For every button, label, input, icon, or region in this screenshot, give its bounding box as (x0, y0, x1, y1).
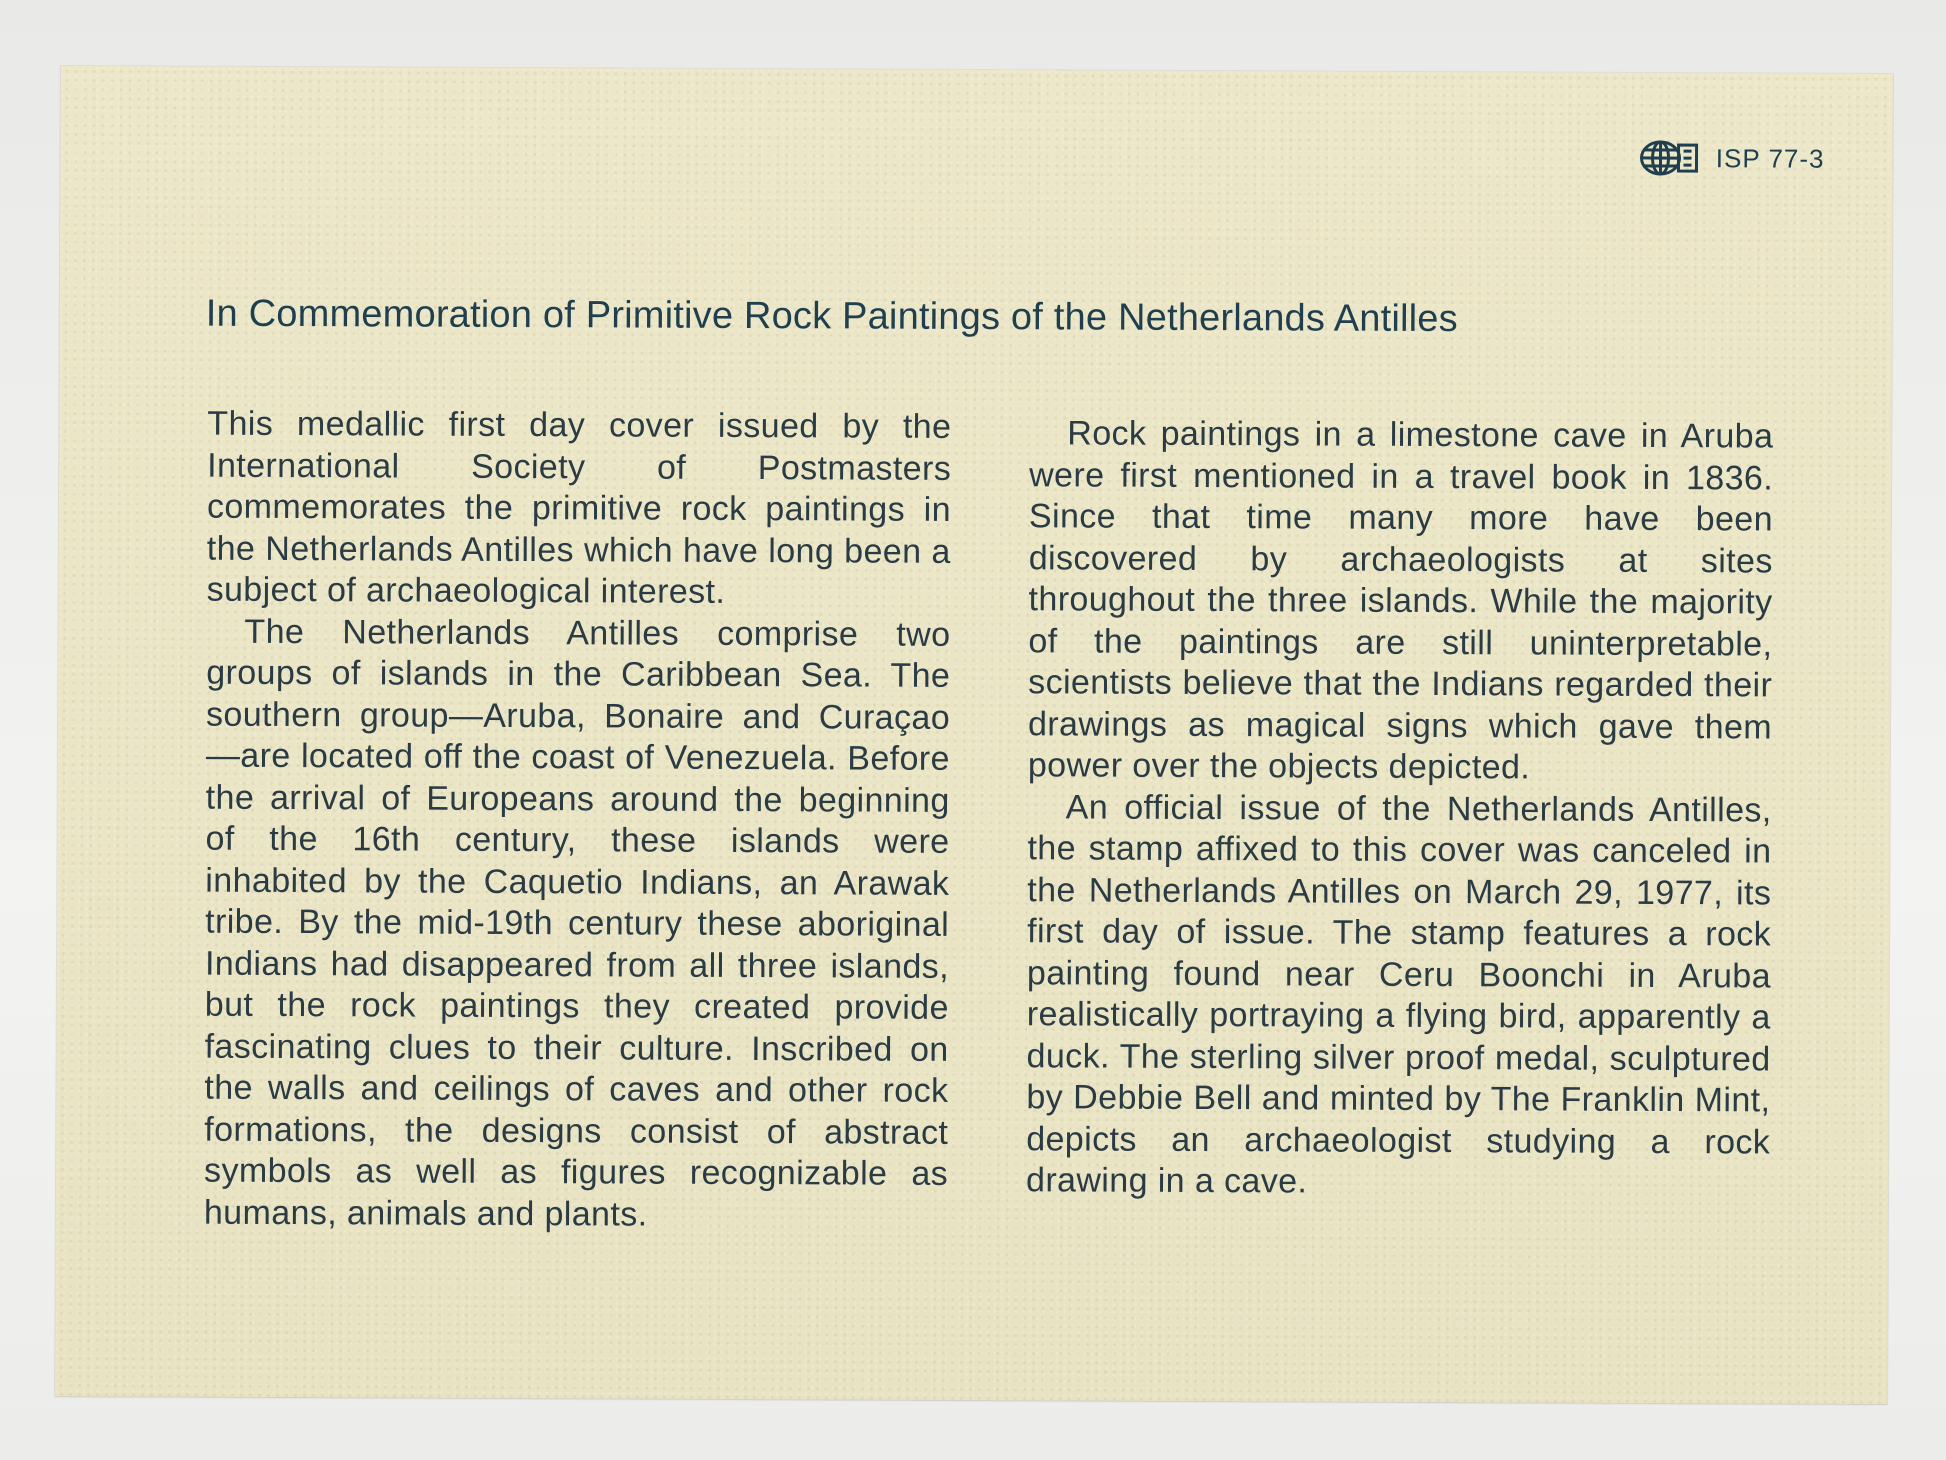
left-text-column (204, 404, 952, 1237)
insert-card (55, 66, 1893, 1404)
page-title: In Commemoration of Primitive Rock Paintings of the Netherlands Antilles (205, 292, 1458, 341)
issue-code: ISP 77-3 (1715, 142, 1825, 174)
right-paragraph-1: Rock paintings in a limestone cave in Aruba were first mentioned in a travel book in 1836. Since that time many more have been discovered by archaeologists at sites throughout the three islands. While the majority of the paintings are still uninterpretable, scientists believe that the Indians regarded their drawings as magical signs which gave them power over the objects depicted. (1027, 414, 1774, 787)
left-paragraph-2: The Netherlands Antilles comprise two groups of islands in the Caribbean Sea. The southern group—Aruba, Bonaire and Curaçao—are located off the coast of Venezuela. Before the arrival of Europeans around the beginning of the 16th century, these islands were inhabited by the Caquetio Indians, an Arawak tribe. By the mid-19th century these aboriginal Indians had disappeared from all three islands, but the rock paintings they created provide fascinating clues to their culture. Inscribed on the walls and ceilings of caves and other rock formations, the designs consist of abstract symbols as well as figures recognizable as humans, animals and plants. (203, 612, 951, 1234)
right-text-column (1026, 413, 1773, 1205)
issue-mark (1638, 139, 1825, 178)
globe-logo-icon (1638, 139, 1700, 177)
right-paragraph-2: An official issue of the Netherlands Antilles, the stamp affixed to this cover was canceled in the Netherlands Antilles on March 29, 1977, its first day of issue. The stamp features a rock painting found near Ceru Boonchi in Aruba realistically portraying a flying bird, apparently a duck. The sterling silver proof medal, sculptured by Debbie Bell and minted by The Franklin Mint, depicts an archaeologist studying a rock drawing in a cave. (1025, 787, 1772, 1201)
left-paragraph-1: This medallic first day cover issued by the International Society of Postmasters commemorates the primitive rock paintings in the Netherlands Antilles which have long been a subject of archaeological interest. (206, 404, 952, 611)
